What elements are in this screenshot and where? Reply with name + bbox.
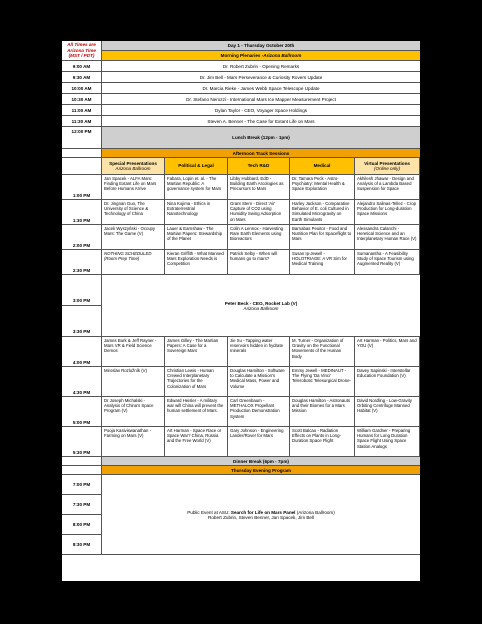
track-header <box>165 158 228 175</box>
track-name: Virtual Presentations <box>364 160 410 166</box>
track-header <box>290 158 355 175</box>
plenary-talk: Dr. Robert Zubrin - Opening Remarks <box>102 61 420 72</box>
evening-room: (Arizona Ballroom) <box>295 509 335 515</box>
session-cell: Dr. Tamara Peck - Astro-Psychiatry: Mental Health & Space Exploration <box>290 175 355 200</box>
evening-panelists: Robert Zubrin, Steven Benner, Jan Spacek, Jim Bell <box>208 514 314 520</box>
session-cell: Art Harman - Space Race or Space War? China, Russia and the Free World (V) <box>165 427 228 457</box>
time-label: 5:00 PM <box>62 397 102 427</box>
time-label: 2:00 PM <box>62 225 102 250</box>
time-label: 4:30 PM <box>62 367 102 397</box>
session-cell: M. Turner - Organization of Gravity on the Functional Movements of the Human Body <box>290 337 355 367</box>
afternoon-header: Afternoon Track Sessions <box>102 149 420 158</box>
plenary-talk: Dr. Stefano Nerozzi - International Mars Ice Mapper Measurement Project <box>102 94 420 105</box>
session-cell: Fabara, Lopin et. al. - The Martian Republic: A governance system for Mars <box>165 175 228 200</box>
session-cell: NOTHING SCHEDULED (Room Prep Time) <box>102 250 165 275</box>
track-name: Political & Legal <box>178 163 214 169</box>
session-cell: Edward Heisler - A military war will China will prevent the human settlement of Mars. <box>165 397 228 427</box>
session-cell: Libby Hubbard, EdD - Building Earth Arcologies as Precursors to Mars <box>228 175 290 200</box>
timezone-note: All Times are Arizona Time (MST / PDT) <box>62 41 102 61</box>
track-name: Tech R&D <box>247 163 270 169</box>
dinner-break: Dinner Break (6pm - 7pm) <box>102 457 420 466</box>
session-cell: James Gilley - The Martian Papers: A Case for a Sovereign Mars <box>165 337 228 367</box>
time-label: 10:00 AM <box>62 83 102 94</box>
evening-event <box>102 475 420 555</box>
time-spacer <box>62 466 102 475</box>
track-room: Arizona Ballroom <box>115 166 151 171</box>
session-cell: Colin A Lennox - Harvesting Rare Earth Elements using Bioreactors <box>228 225 290 250</box>
session-cell: Kieran Griffith - What Manned Mars Exploration Needs is Competition <box>165 250 228 275</box>
time-label: 9:00 AM <box>62 61 102 72</box>
keynote-speaker: Peter Beck - CEO, Rocket Lab (V) <box>224 300 298 306</box>
session-cell: Emmy Jewell - MEDINAUT -The Flying 'Da Vinci' Telerobotic Telesurgical Drone- <box>290 367 355 397</box>
time-label: 7:30 PM <box>62 495 102 515</box>
time-spacer <box>62 457 102 466</box>
session-cell: Alejandro Salinas-Tellez - Crop Production for Long-duration Space Missions <box>355 200 420 225</box>
time-label: 11:30 AM <box>62 116 102 127</box>
track-name: Special Presentations <box>109 160 157 166</box>
time-label: 8:00 PM <box>62 515 102 535</box>
session-cell: James Burk & Jeff Rayner - Mars VR & Field Science Demos <box>102 337 165 367</box>
lunch-break: Lunch Break (12pm - 1pm) <box>102 127 420 149</box>
session-cell: Gary Johnson - Engineering Lander/Rover for Mars <box>228 427 290 457</box>
session-cell: Akhilesh Jhawar - Design and Analysis of a Lambda Based Suspension for Space <box>355 175 420 200</box>
time-label: 5:30 PM <box>62 427 102 457</box>
session-cell: Pooja Kasiviswanathan - Farming on Mars (V) <box>102 427 165 457</box>
time-label: 2:30 PM <box>62 250 102 275</box>
time-label: 12:00 PM <box>62 127 102 149</box>
time-label: 10:30 AM <box>62 94 102 105</box>
time-label: 3:30 PM <box>62 306 102 337</box>
track-room: (Online only) <box>373 166 401 171</box>
time-label: 3:00 PM <box>62 275 102 306</box>
time-label: 9:30 AM <box>62 72 102 83</box>
evening-title: Search for Life on Mars Panel <box>230 509 296 515</box>
plenary-talk: Steven A. Benner - The Case for Extant Life on Mars <box>102 116 420 127</box>
session-cell: David Nordling - Low-Gravity Orbiting Centrifuge Manned Habitat (V) <box>355 397 420 427</box>
track-header <box>102 158 165 175</box>
time-spacer <box>62 158 102 175</box>
time-spacer <box>62 149 102 158</box>
session-cell: Christian Lewis - Human Crewed Interplanetary Trajectories for the Colonization of Mars <box>165 367 228 397</box>
session-cell: Nina Kojima - Ethics in Extraterrestrial Nanotechnology <box>165 200 228 225</box>
time-label: 1:00 PM <box>62 175 102 200</box>
time-label: 1:30 PM <box>62 200 102 225</box>
plenary-talk: Dr. Marcia Rieke - James Webb Space Telescope Update <box>102 83 420 94</box>
session-cell: Barnabas Peuitor - Food and Nutrition Plan for Spaceflight to Mars <box>290 225 355 250</box>
keynote-room: Arizona Ballroom <box>243 305 279 311</box>
session-cell: William Gardner - Preparing Humans for Long Duration Space Flight Using Space Station Analogs <box>355 427 420 457</box>
session-cell: Lauer & Earnshaw - The Martian Papers: Stewardship of the Planet <box>165 225 228 250</box>
plenaries-header: Morning Plenaries - Arizona Ballroom <box>102 51 420 61</box>
session-cell: Susan Ip-Jewell - HOLOTRIAGE: A VR Sim for Medical Training <box>290 250 355 275</box>
evening-prefix: Public Event at ASU: <box>187 509 231 515</box>
plenary-talk: Dr. Jim Bell - Mars Perseverance & Curiosity Rovers Update <box>102 72 420 83</box>
session-cell: Sumanantha - A Feasibility Study of Space Tourism using Augmented Reality (V) <box>355 250 420 275</box>
keynote-session <box>102 275 420 337</box>
session-cell: Jan Spacek - ALFA Mars: Finding Extant Life on Mars Before Humans Arrive <box>102 175 165 200</box>
session-cell: Dr. Jingnan Guo, The University of Science & Technology of China <box>102 200 165 225</box>
track-name: Medical <box>313 163 331 169</box>
session-cell: Jacek Wyszyński - Occupy Mars: The Game (V) <box>102 225 165 250</box>
session-cell: Harley Jackson - Comparative Behavior of E. coli Cultured in Simulated Microgravity on Earth Simulants <box>290 200 355 225</box>
session-cell: Douglas Hamilton - Astronauts and their Biomes for a Mars Mission <box>290 397 355 427</box>
session-cell: Jie Xu - Tapping water reservoirs hidden in hydrate minerals <box>228 337 290 367</box>
track-header <box>228 158 290 175</box>
time-label: 11:00 AM <box>62 105 102 116</box>
time-label: 4:00 PM <box>62 337 102 367</box>
session-cell: Carl Greenbaum - METHALOX Propellant Production Demonstration System <box>228 397 290 427</box>
session-cell: Davey Sapinski - Interstellar Education Foundation (V) <box>355 367 420 397</box>
session-cell: Scott Balcao - Radiation Effects on Plants in Long-Duration Space Flight <box>290 427 355 457</box>
session-cell: Miroslav Rozložník (V) <box>102 367 165 397</box>
session-cell: Douglas Hamilton - Software to Calculate a Mission's Medical Mass, Power and Volume <box>228 367 290 397</box>
session-cell: Grant Stern - Direct 'Air' Capture of CO2 using Humidity Swing Adsorption on Mars <box>228 200 290 225</box>
session-cell: Art Harman - Politics, Mars and YOU (V) <box>355 337 420 367</box>
day-title: Day 1 - Thursday October 20th <box>102 41 420 51</box>
time-label: 8:30 PM <box>62 535 102 555</box>
time-label: 7:00 PM <box>62 475 102 495</box>
session-cell: Patrick Selby - When will humans go to mars? <box>228 250 290 275</box>
plenary-talk: Dylan Taylor - CEO, Voyager Space Holdings <box>102 105 420 116</box>
track-header <box>355 158 420 175</box>
evening-header: Thursday Evening Program <box>102 466 420 475</box>
session-cell: Alessandra Calanchi - Heretical Science and an Interplanetary Human Race (V) <box>355 225 420 250</box>
session-cell: Dr Joseph Michalski - Analysis of China's Space Program (V) <box>102 397 165 427</box>
